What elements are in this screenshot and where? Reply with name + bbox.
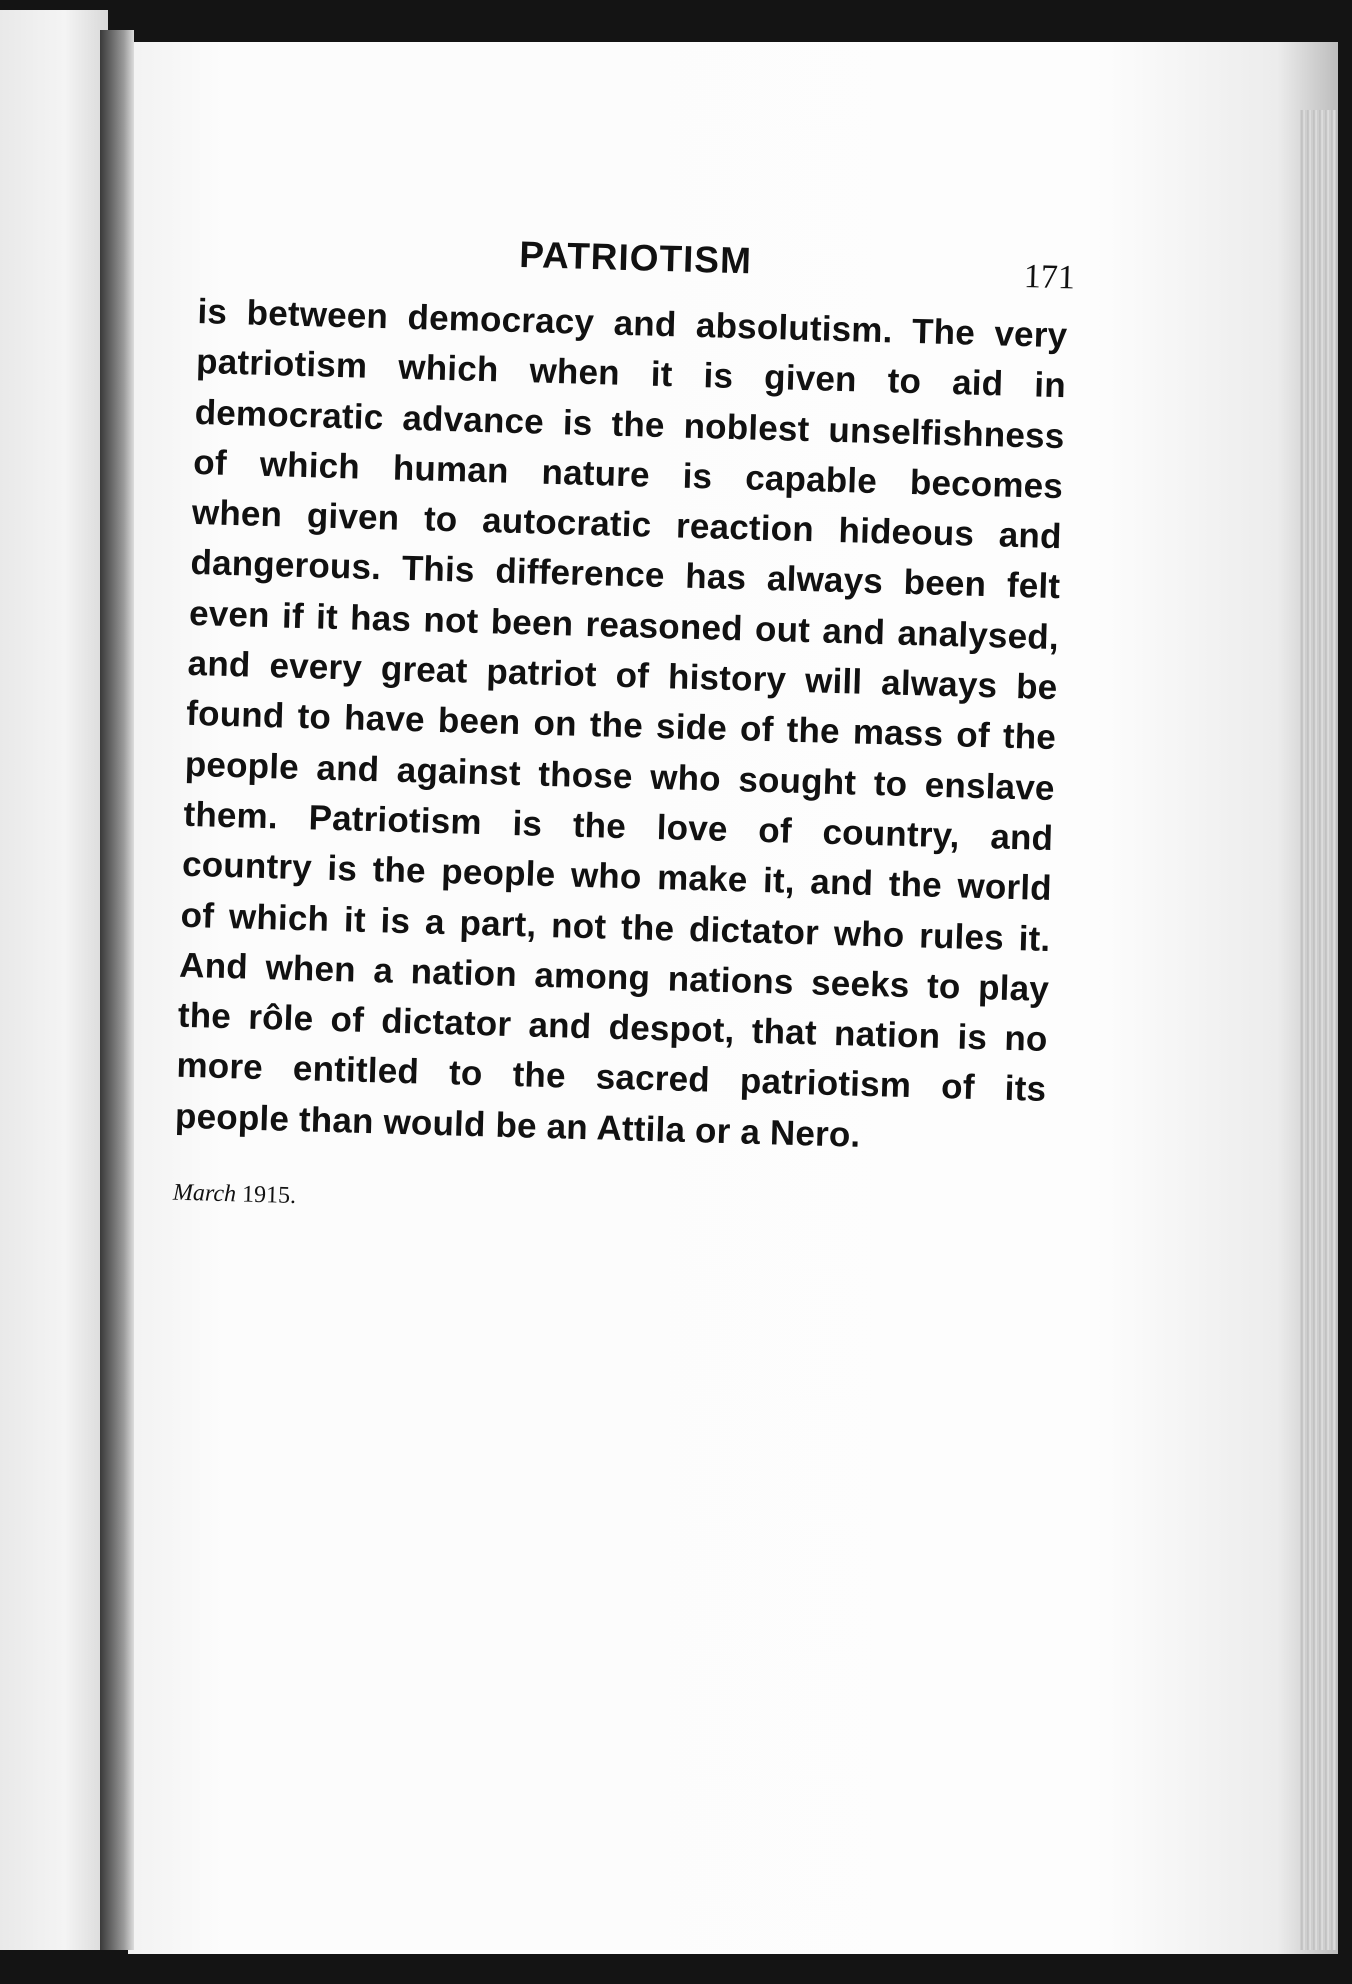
- facing-page-edge: [0, 10, 108, 1950]
- text-line: is between democracy and absolutism. The very: [197, 291, 1068, 356]
- text-line: and every great patriot of history will always be: [187, 643, 1058, 708]
- text-line: And when a nation among nations seeks to play: [178, 945, 1050, 1009]
- dateline-month: March: [172, 1179, 237, 1208]
- body-paragraph: [174, 287, 1068, 1166]
- text-line: found to have been on the side of the mass of the: [185, 694, 1057, 758]
- page-content: [172, 225, 1076, 1231]
- text-line: people than would be an Attila or a Nero.: [174, 1096, 861, 1155]
- dateline-year: 1915.: [241, 1181, 297, 1210]
- text-line: them. Patriotism is the love of country, and: [182, 794, 1054, 859]
- text-line: patriotism which when it is given to aid in: [195, 342, 1067, 406]
- text-line: even if it has not been reasoned out and analysed,: [188, 593, 1060, 657]
- text-line: when given to autocratic reaction hideous and: [191, 493, 1063, 557]
- page-stack-edge: [1300, 110, 1336, 1950]
- text-line: of which it is a part, not the dictator who rules it.: [180, 895, 1051, 959]
- text-line: democratic advance is the noblest unselfishness: [194, 392, 1065, 456]
- running-title: PATRIOTISM: [518, 233, 753, 282]
- book-gutter: [100, 30, 134, 1950]
- page-number: 171: [1023, 258, 1076, 297]
- text-line: dangerous. This difference has always been felt: [190, 543, 1061, 607]
- text-line: people and against those who sought to enslave: [184, 744, 1056, 808]
- text-line: of which human nature is capable becomes: [192, 442, 1064, 507]
- text-line: country is the people who make it, and the world: [181, 845, 1053, 909]
- text-line: the rôle of dictator and despot, that nation is no: [177, 995, 1049, 1060]
- text-line: more entitled to the sacred patriotism of its: [175, 1046, 1047, 1110]
